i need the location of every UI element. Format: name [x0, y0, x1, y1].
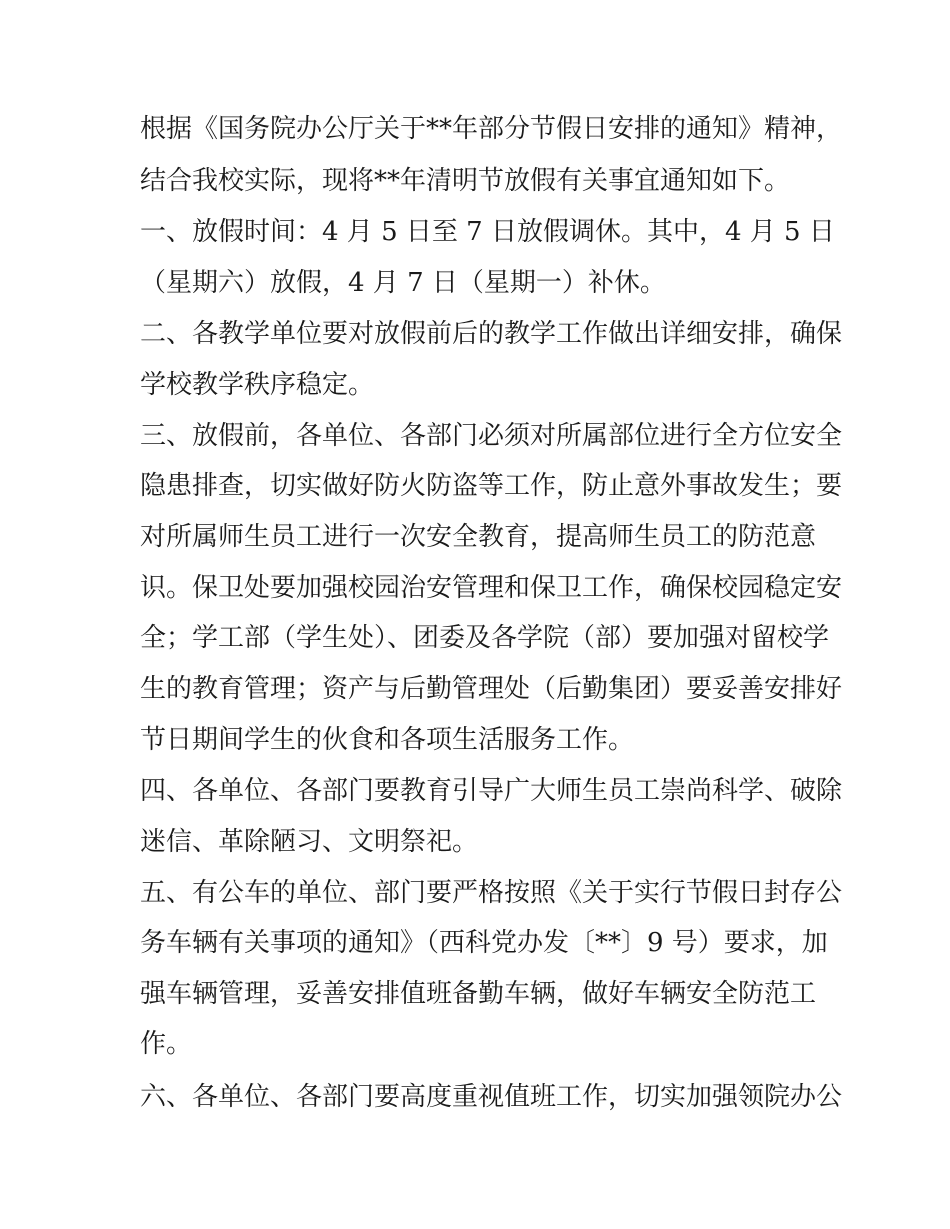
paragraph-line: 根据《国务院办公厅关于**年部分节假日安排的通知》精神， [140, 114, 843, 144]
paragraph-line: 二、各教学单位要对放假前后的教学工作做出详细安排，确保 [140, 319, 843, 349]
paragraph-line: 全；学工部（学生处）、团委及各学院（部）要加强对留校学 [140, 623, 830, 653]
paragraph-line: 学校教学秩序稳定。 [140, 370, 375, 400]
paragraph-line: 五、有公车的单位、部门要严格按照《关于实行节假日封存公 [140, 878, 843, 908]
paragraph-line: 识。保卫处要加强校园治安管理和保卫工作，确保校园稳定安 [140, 573, 843, 603]
paragraph-line: 一、放假时间：4 月 5 日至 7 日放假调休。其中，4 月 5 日 [140, 217, 835, 247]
paragraph-line: 三、放假前，各单位、各部门必须对所属部位进行全方位安全 [140, 421, 843, 451]
paragraph-line: 节日期间学生的伙食和各项生活服务工作。 [140, 725, 635, 755]
paragraph-line: 隐患排查，切实做好防火防盗等工作，防止意外事故发生；要 [140, 471, 843, 501]
paragraph-line: 迷信、革除陋习、文明祭祀。 [140, 827, 479, 857]
paragraph-line: 结合我校实际，现将**年清明节放假有关事宜通知如下。 [140, 166, 791, 196]
paragraph-line: 对所属师生员工进行一次安全教育，提高师生员工的防范意 [140, 522, 817, 552]
paragraph-line: 生的教育管理；资产与后勤管理处（后勤集团）要妥善安排好 [140, 674, 843, 704]
paragraph-line: 务车辆有关事项的通知》（西科党办发〔**〕9 号）要求，加 [140, 928, 828, 958]
paragraph-line: 作。 [140, 1029, 193, 1059]
paragraph-line: 四、各单位、各部门要教育引导广大师生员工崇尚科学、破除 [140, 776, 843, 806]
paragraph-line: 六、各单位、各部门要高度重视值班工作，切实加强领院办公 [140, 1082, 843, 1112]
paragraph-line: 强车辆管理，妥善安排值班备勤车辆，做好车辆安全防范工 [140, 979, 817, 1009]
paragraph-line: （星期六）放假，4 月 7 日（星期一）补休。 [140, 268, 666, 298]
